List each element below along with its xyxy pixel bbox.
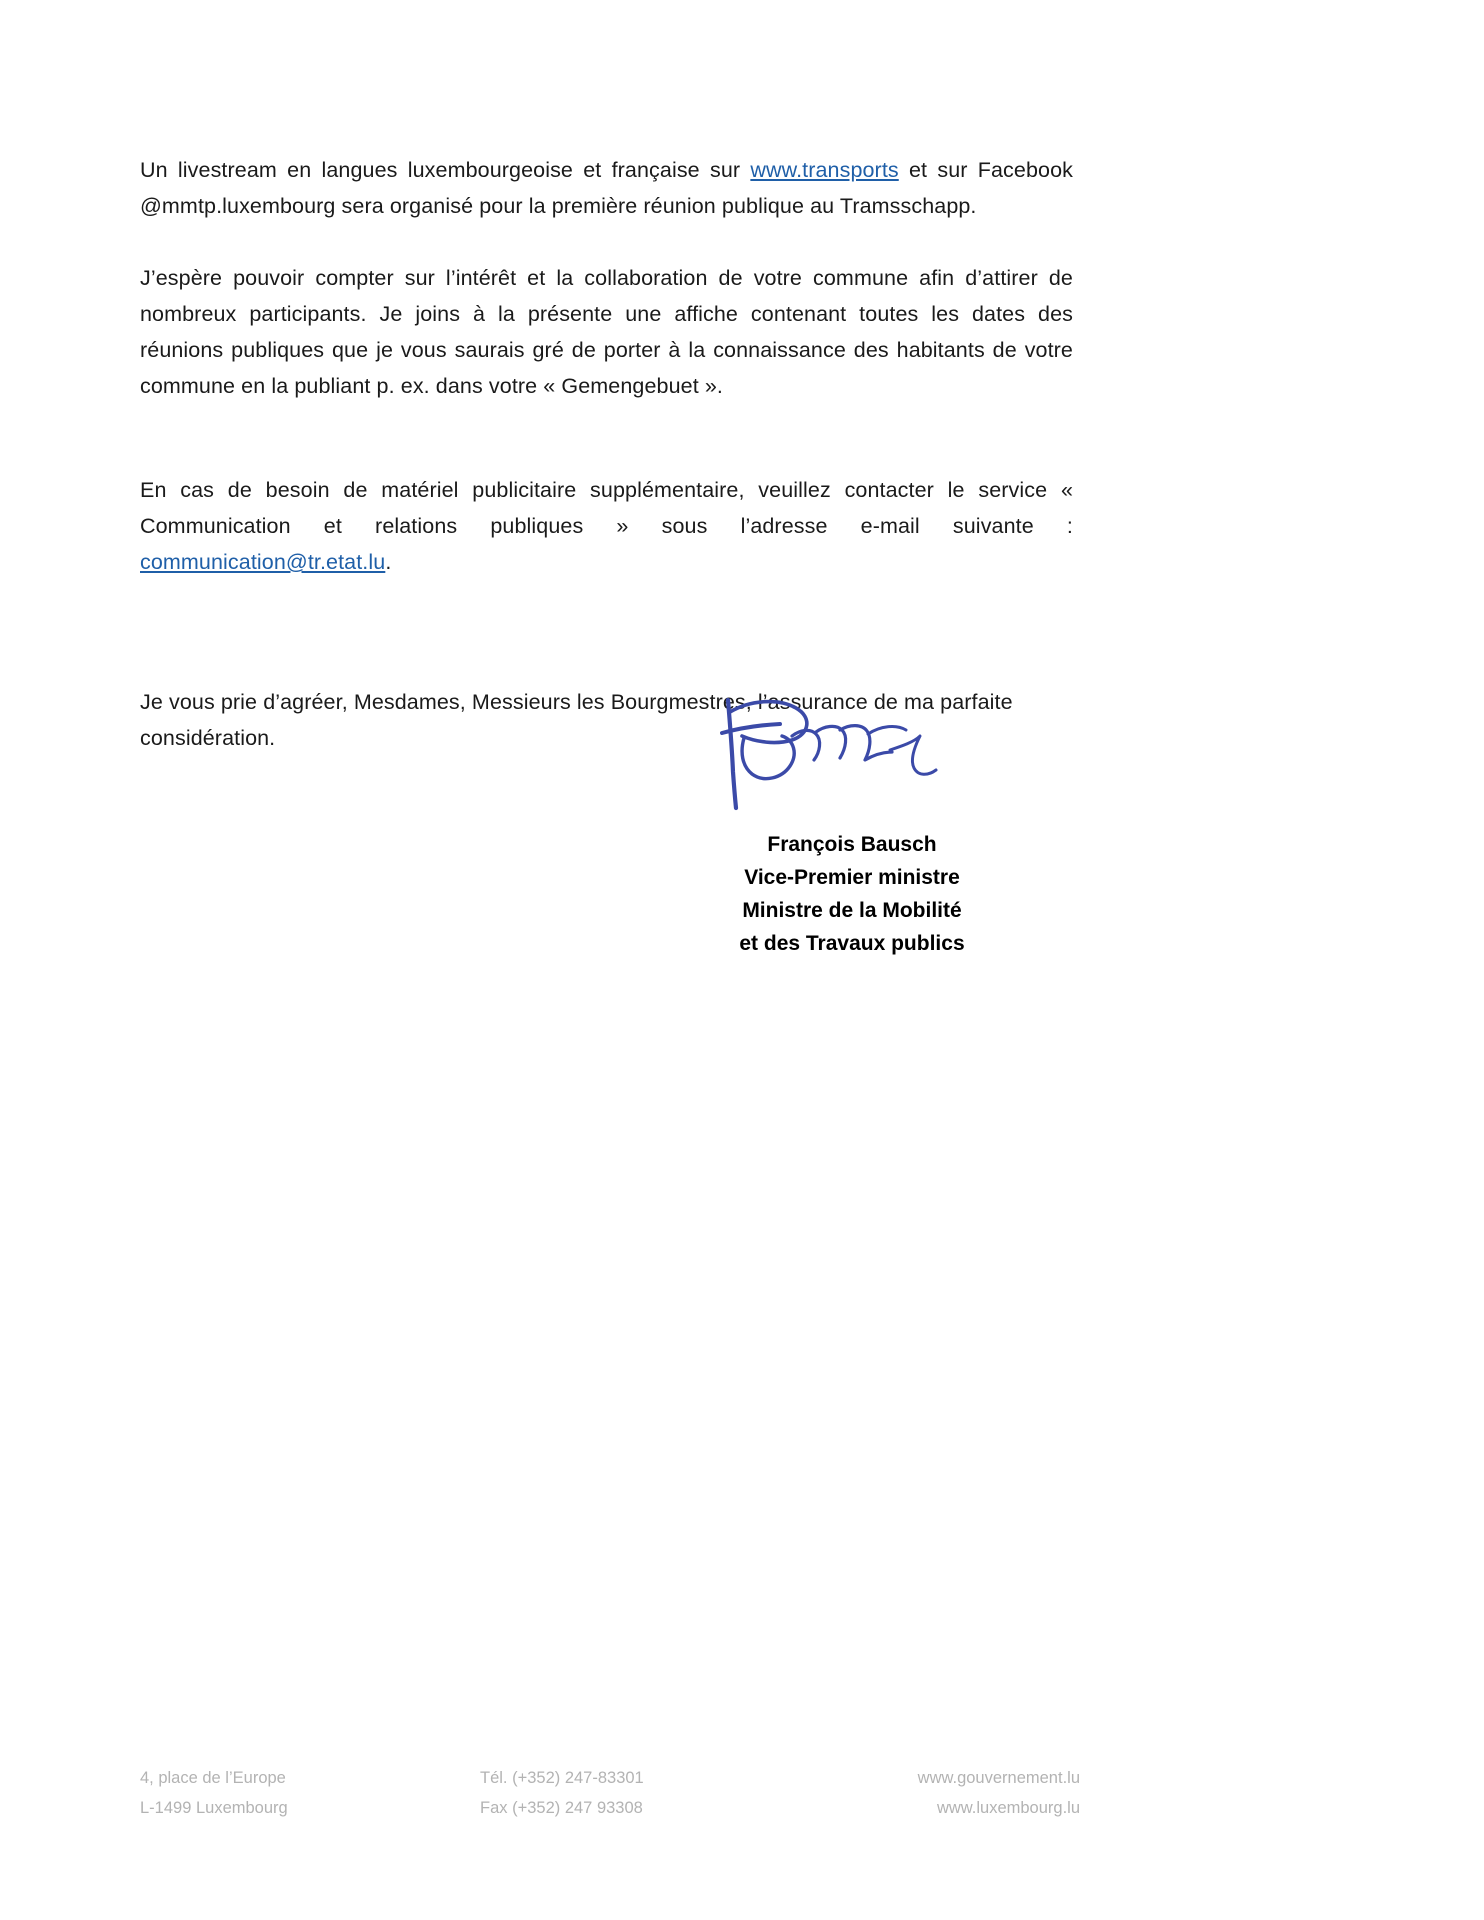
letter-body xyxy=(140,152,1073,756)
transports-website-link[interactable]: www.transports xyxy=(750,158,899,182)
paragraph-spacer-2 xyxy=(140,404,1073,472)
footer-phone: Tél. (+352) 247-83301 xyxy=(480,1769,644,1787)
signature-block xyxy=(700,690,1080,960)
signatory-title-line-1: Vice-Premier ministre xyxy=(744,866,960,889)
footer-websites xyxy=(820,1763,1080,1823)
footer-address xyxy=(140,1763,470,1823)
paragraph-livestream-text-before-link: Un livestream en langues luxembourgeoise et française sur xyxy=(140,158,751,182)
footer-website-luxembourg[interactable]: www.luxembourg.lu xyxy=(936,1799,1080,1817)
paragraph-material xyxy=(140,472,1073,580)
paragraph-livestream xyxy=(140,152,1073,224)
paragraph-spacer-4 xyxy=(140,648,1073,684)
signatory-title-line-2: Ministre de la Mobilité xyxy=(742,899,962,922)
paragraph-material-text-after-link: . xyxy=(385,550,392,574)
paragraph-spacer-1 xyxy=(140,224,1073,260)
page-footer xyxy=(140,1763,1080,1823)
signatory-title-line-3: et des Travaux publics xyxy=(739,932,965,955)
paragraph-spacer-3 xyxy=(140,580,1073,648)
paragraph-material-text-before-link: En cas de besoin de matériel publicitaire supplémentaire, veuillez contacter le service « Communication et relations publiques » sous l’adresse e-mail suivante : xyxy=(140,478,1073,538)
paragraph-participation-text: J’espère pouvoir compter sur l’intérêt et la collaboration de votre commune afin d’attirer de nombreux participants. Je joins à la présente une affiche contenant toutes les dates des réunions publiques que je vous saurais gré de porter à la connaissance des habitants de votre commune en la publiant p. ex. dans votre « Gemengebuet ». xyxy=(140,266,1073,398)
footer-address-line-1: 4, place de l’Europe xyxy=(140,1769,286,1787)
communication-email-link[interactable]: communication@tr.etat.lu xyxy=(140,550,386,574)
footer-fax: Fax (+352) 247 93308 xyxy=(480,1799,643,1817)
footer-website-gouvernement[interactable]: www.gouvernement.lu xyxy=(917,1769,1080,1787)
paragraph-livestream-text-after-link: et sur Facebook @mmtp.luxembourg sera organisé pour la première réunion publique au Tramsschapp. xyxy=(140,158,1073,218)
paragraph-closing-salutation-text: Je vous prie d’agréer, Mesdames, Messieurs les Bourgmestres, l’assurance de ma parfaite considération. xyxy=(140,690,1013,750)
paragraph-participation xyxy=(140,260,1073,404)
signature-name-block xyxy=(662,828,1042,960)
signatory-name: François Bausch xyxy=(767,833,937,856)
footer-address-line-2: L-1499 Luxembourg xyxy=(140,1799,288,1817)
footer-contact xyxy=(480,1763,810,1823)
handwritten-signature-icon xyxy=(720,690,1020,820)
